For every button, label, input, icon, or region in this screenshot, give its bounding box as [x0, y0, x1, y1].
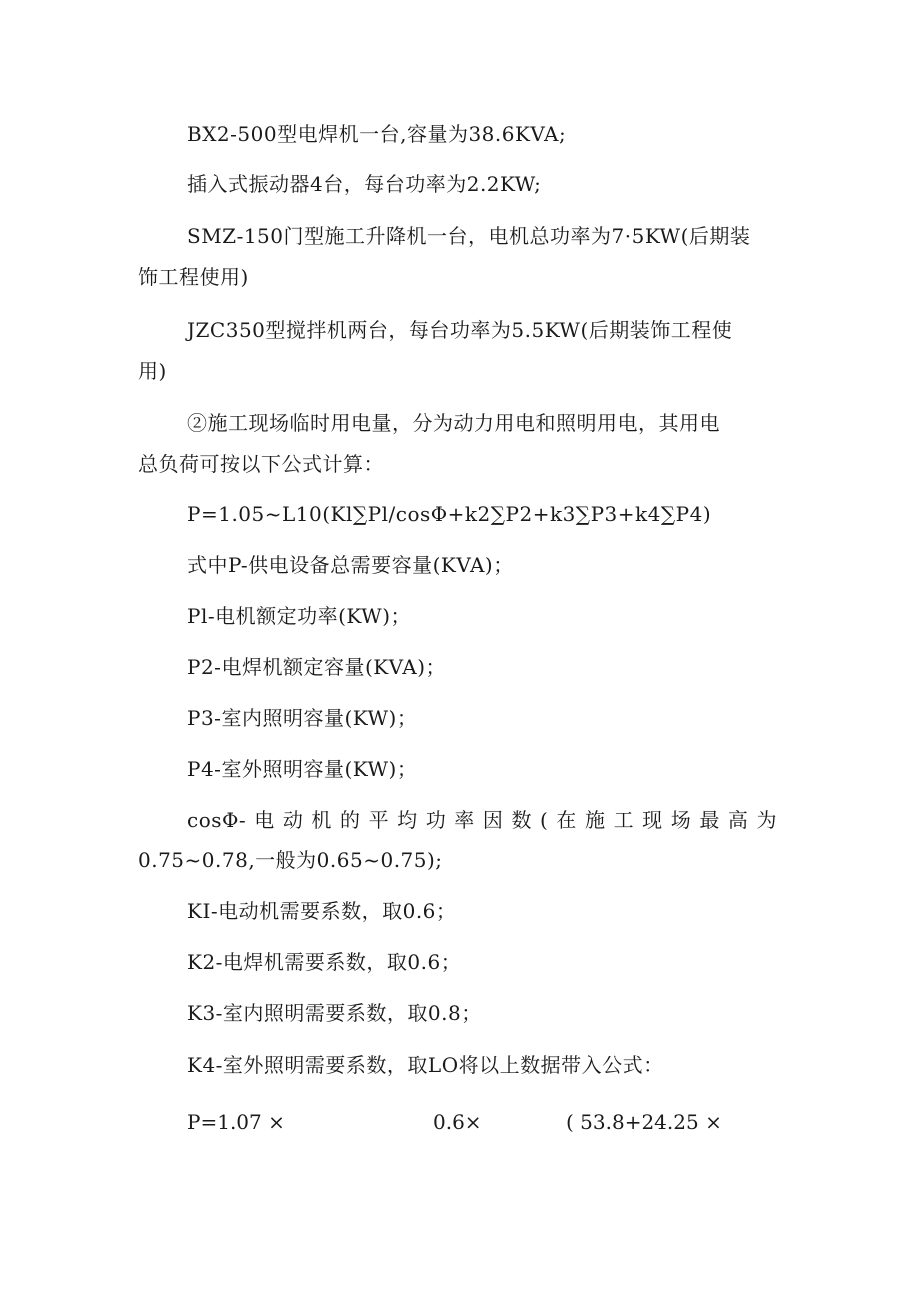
formula-main: P=1.05~L10(Kl∑Pl/cosΦ+k2∑P2+k3∑P3+k4∑P4)	[187, 502, 712, 526]
paragraph-mixer-line2: 用)	[138, 359, 167, 383]
final-formula-part3: ( 53.8+24.25 ×	[566, 1110, 722, 1134]
paragraph-load-line2: 总负荷可按以下公式计算：	[138, 452, 384, 476]
definition-k3: K3-室内照明需要系数，取0.8；	[187, 1001, 482, 1025]
paragraph-vibrator: 插入式振动器4台，每台功率为2.2KW;	[187, 172, 542, 196]
definition-k1: KI-电动机需要系数，取0.6；	[187, 899, 457, 923]
paragraph-hoist-line1: SMZ-150门型施工升降机一台，电机总功率为7·5KW(后期装	[187, 224, 751, 248]
paragraph-welder: BX2-500型电焊机一台,容量为38.6KVA;	[187, 122, 567, 146]
definition-p: 式中P-供电设备总需要容量(KVA)；	[187, 553, 514, 577]
paragraph-load-line1: ②施工现场临时用电量，分为动力用电和照明用电，其用电	[187, 411, 720, 435]
paragraph-hoist-line2: 饰工程使用)	[138, 265, 249, 289]
definition-k2: K2-电焊机需要系数，取0.6；	[187, 950, 462, 974]
paragraph-mixer-line1: JZC350型搅拌机两台，每台功率为5.5KW(后期装饰工程使	[187, 318, 733, 342]
final-formula-part2: 0.6×	[433, 1110, 482, 1134]
definition-p3: P3-室内照明容量(KW)；	[187, 706, 418, 730]
definition-p1: Pl-电机额定功率(KW)；	[187, 604, 412, 628]
definition-k4: K4-室外照明需要系数，取LO将以上数据带入公式：	[187, 1053, 664, 1077]
definition-cosphi-line1: cosΦ-电动机的平均功率因数(在施工现场最高为	[187, 808, 777, 832]
final-formula-part1: P=1.07 ×	[187, 1110, 285, 1134]
definition-p2: P2-电焊机额定容量(KVA)；	[187, 655, 447, 679]
definition-p4: P4-室外照明容量(KW)；	[187, 757, 418, 781]
definition-cosphi-line2: 0.75~0.78,一般为0.65~0.75);	[138, 848, 443, 872]
